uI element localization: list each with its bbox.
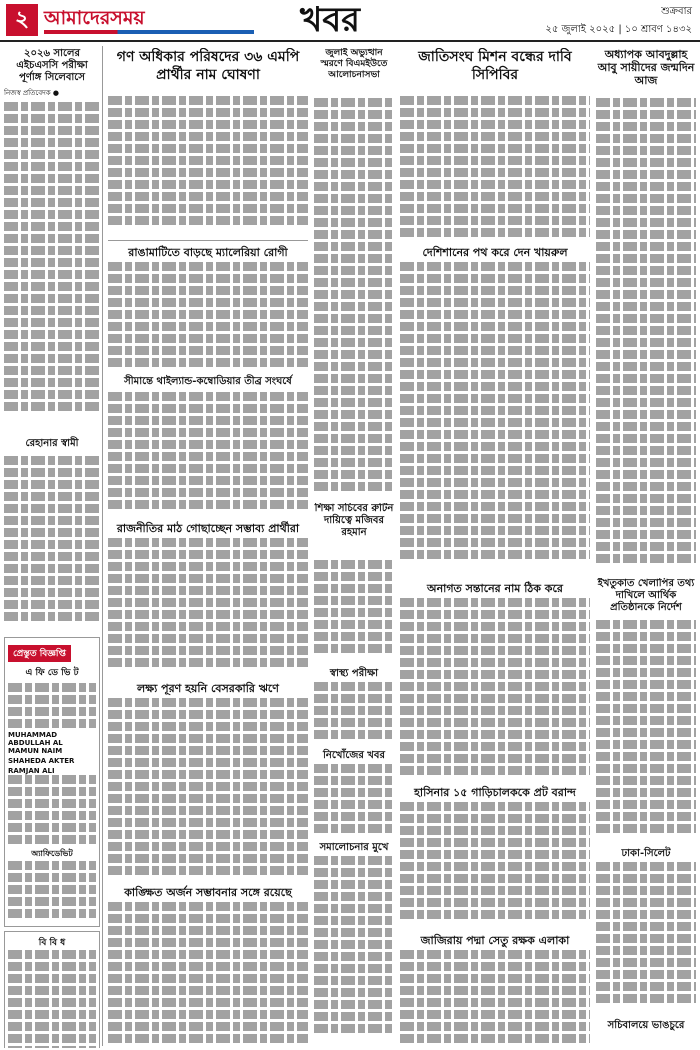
jajira-headline: জাজিরায় পদ্মা সেতু রক্ষক এলাকা: [420, 934, 570, 947]
onagoto-headline: অনাগত সন্তানের নাম ঠিক করে: [427, 582, 563, 595]
jajira-body: [400, 950, 590, 1046]
deshi-story: [400, 244, 590, 260]
shiksha-story: [314, 503, 394, 563]
swasthya-body: [314, 682, 394, 742]
ikhtiyar-story: [596, 578, 696, 618]
mp36-headline: গণ অধিকার পরিষদের ৩৬ এমপি প্রার্থীর নাম ঘোষণা: [116, 49, 300, 83]
shiksha-body: [314, 560, 394, 660]
misc-box: [4, 931, 100, 1048]
hasina-headline: হাসিনার ১৫ গাড়িচালককে প্রট বরান্দ: [414, 786, 576, 799]
jatisangha-body: [400, 96, 590, 241]
mp36-story: [108, 48, 308, 98]
kankhito-story: [108, 884, 308, 900]
hsc-body: [4, 102, 100, 432]
rangamati-story: [108, 244, 308, 260]
jatisangha-headline: জাতিসংঘ মিশন বন্ধের দাবি সিপিবির: [418, 49, 572, 83]
hasina-body: [400, 802, 590, 927]
issue-date: ২৫ জুলাই ২০২৫ | ১০ শ্রাবণ ১৪৩২: [545, 24, 692, 35]
shiksha-headline: শিক্ষা সচিবের রুটিন দায়িত্বে মজিবর রহমান: [314, 503, 394, 538]
deshi-body: [400, 262, 590, 572]
jajira-story: [400, 932, 590, 948]
dhaka-body: [596, 862, 696, 1012]
hasina-story: [400, 784, 590, 800]
hsc-headline: ২০২৬ সালের এইচএসসি পরীক্ষা পূর্ণাঙ্গ সিলেবাসে: [16, 48, 88, 83]
ads-name-2: SHAHEDA AKTER: [8, 757, 75, 765]
ikhtiyar-headline: ইখতুকাত খেলাপির তথ্য দাখিলে আর্থিক প্রতিষ্ঠানকে নির্দেশ: [597, 578, 695, 613]
ads-name-1: MUHAMMAD ABDULLAH AL MAMUN NAIM: [8, 731, 63, 755]
samalochona-body: [314, 856, 394, 1046]
rule: [108, 240, 308, 241]
rangamati-headline: রাঙামাটিতে বাড়ছে ম্যালেরিয়া রোগী: [128, 246, 288, 259]
jatisangha-story: [400, 48, 590, 98]
onagoto-body: [400, 598, 590, 778]
thailand-body: [108, 392, 308, 512]
ads-tag: প্রেস্তুত বিজ্ঞপ্তি: [8, 645, 71, 662]
hsc-byline: নিজস্ব প্রতিবেদক ●: [4, 89, 60, 97]
lokkhyo-headline: লক্ষ্য পূরণ হয়নি বেসরকারি ঋণে: [137, 682, 279, 695]
sachibaloy-headline: সচিবালয়ে ভাঙচুরে: [607, 1020, 685, 1031]
sachibaloy-story: [596, 1018, 696, 1032]
july-headline: জুলাই অভ্যুত্থান স্মরণে বিএমইউতে আলোচনাসভা: [320, 48, 388, 80]
section-title: খবর: [300, 0, 360, 40]
dhaka-story: [596, 846, 696, 860]
nikhoj-story: [314, 748, 394, 762]
adhyapak-headline: অধ্যাপক আবদুল্লাহ আবু সায়ীদের জন্মদিন আজ: [597, 48, 695, 87]
kankhito-headline: কাঙ্ক্ষিত অর্জন সম্ভাবনার সঙ্গে রয়েছে: [124, 886, 292, 899]
ads-box: [4, 637, 100, 927]
ads-title: এ ফি ডে ভি ট: [25, 668, 79, 678]
mp36-body: [108, 96, 308, 236]
rehana-body: [4, 456, 100, 631]
logo-underline: [44, 30, 254, 34]
masthead: [0, 0, 700, 42]
dhaka-headline: ঢাকা-সিলেট: [621, 848, 671, 859]
adhyapak-story: [596, 48, 696, 98]
july-story: [314, 48, 394, 98]
lokkhyo-story: [108, 680, 308, 696]
misc-title: বি বি ধ: [38, 938, 66, 948]
page-number: ২: [6, 4, 38, 36]
left-column: [4, 48, 100, 1048]
ads-name-3: RAMJAN ALI: [8, 767, 55, 775]
rajniti-headline: রাজনীতির মাঠ গোছাচ্ছেন সম্ভাব্য প্রার্থীরা: [116, 522, 300, 535]
affidavit-title: অ্যাফিডেভিট: [31, 848, 73, 858]
rangamati-body: [108, 262, 308, 372]
nikhoj-body: [314, 764, 394, 834]
deshi-headline: দেশিশানের পথ করে দেন খায়রুল: [422, 246, 568, 259]
samalochona-headline: সমালোচনার মুখে: [319, 842, 389, 853]
adhyapak-body: [596, 98, 696, 568]
newspaper-logo: আমাদেরসময়: [44, 7, 145, 29]
kankhito-body: [108, 902, 308, 1046]
nikhoj-headline: নিখোঁজের খবর: [323, 750, 385, 761]
rehana-headline: রেহানার স্বামী: [25, 438, 79, 449]
july-body: [314, 98, 394, 498]
onagoto-story: [400, 580, 590, 596]
swasthya-headline: স্বাস্থ্য পরীক্ষা: [329, 668, 379, 679]
thailand-story: [108, 374, 308, 390]
samalochona-story: [314, 840, 394, 854]
swasthya-story: [314, 666, 394, 680]
thailand-headline: সীমান্তে থাইল্যান্ড-কম্বোডিয়ার তীব্র সংঘর্ষে: [124, 376, 292, 387]
rajniti-body: [108, 538, 308, 668]
column-divider: [102, 46, 103, 1046]
lokkhyo-body: [108, 698, 308, 878]
rajniti-story: [108, 520, 308, 536]
issue-day: শুক্রবার: [661, 6, 692, 17]
ikhtiyar-body: [596, 620, 696, 840]
